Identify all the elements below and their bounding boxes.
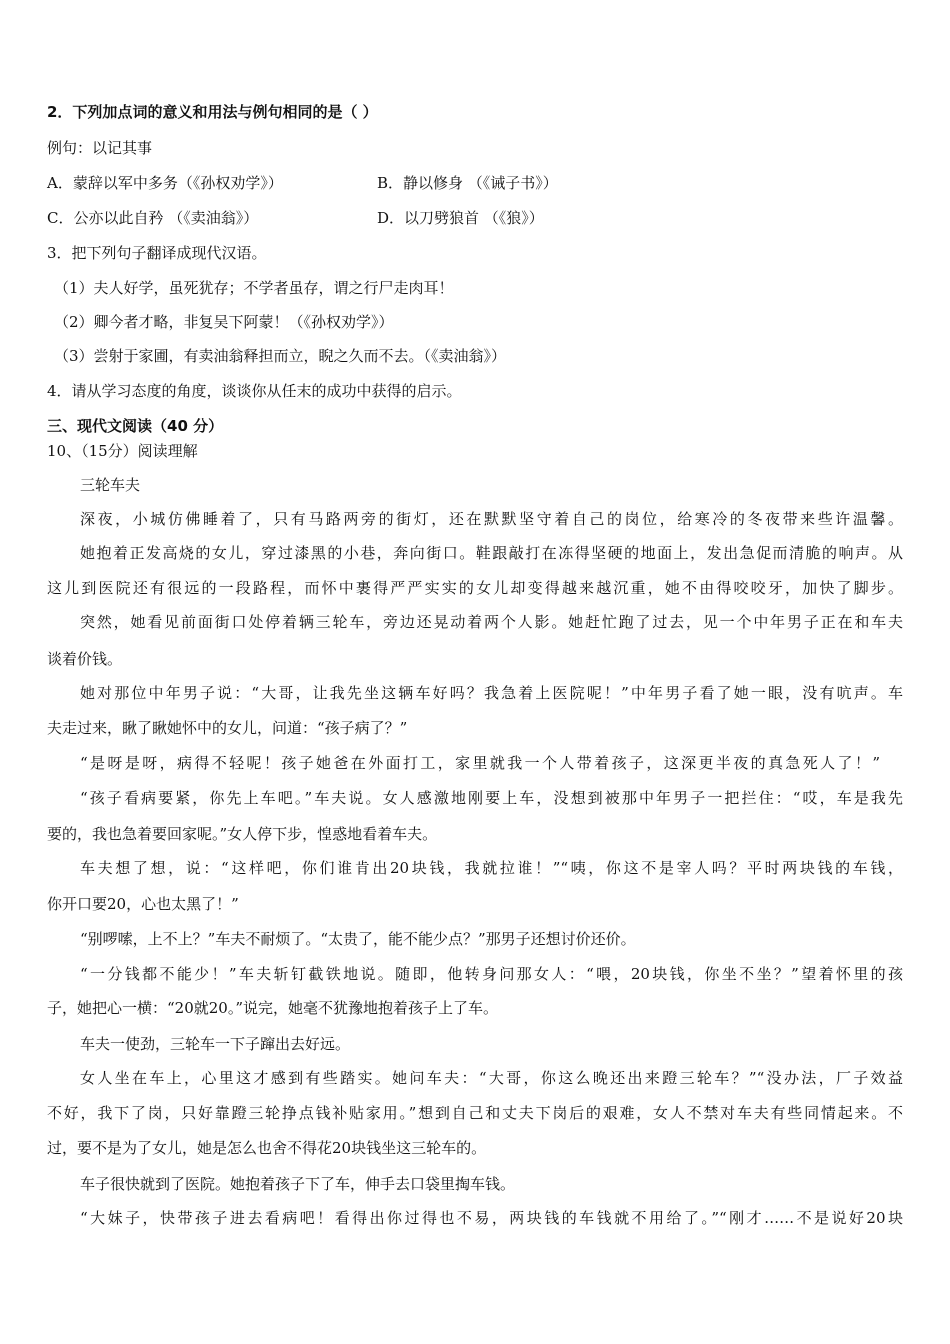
question-4-title: 4．请从学习态度的角度，谈谈你从任末的成功中获得的启示。 bbox=[47, 382, 462, 400]
story-line: 突然，她看见前面街口处停着辆三轮车，旁边还晃动着两个人影。她赶忙跑了过去，见一个中年男子正在和车夫 bbox=[80, 613, 903, 631]
story-line: “大妹子，快带孩子进去看病吧！看得出你过得也不易，两块钱的车钱就不用给了。”“刚才……不是说好20块 bbox=[80, 1209, 903, 1227]
question-3-item-2: （2）卿今者才略，非复吴下阿蒙！（《孙权劝学》） bbox=[54, 313, 394, 331]
story-line: 过，要不是为了女儿，她是怎么也舍不得花20块钱坐这三轮车的。 bbox=[47, 1139, 487, 1157]
story-title: 三轮车夫 bbox=[80, 476, 141, 494]
story-line: “孩子看病要紧，你先上车吧。”车夫说。女人感激地刚要上车，没想到被那中年男子一把拦住：“哎，车是我先 bbox=[80, 789, 903, 807]
section-3-heading: 三、现代文阅读（40 分） bbox=[47, 417, 224, 435]
question-2-example: 例句：以记其事 bbox=[47, 139, 153, 157]
story-line: 你开口要20，心也太黑了！” bbox=[47, 895, 239, 913]
story-line: 夫走过来，瞅了瞅她怀中的女儿，问道：“孩子病了？” bbox=[47, 719, 408, 737]
story-line: 不好，我下了岗，只好靠蹬三轮挣点钱补贴家用。”想到自己和丈夫下岗后的艰难，女人不禁对车夫有些同情起来。不 bbox=[47, 1104, 903, 1122]
option-a: A．蒙辞以军中多务（《孙权劝学》） bbox=[47, 174, 283, 192]
question-3-item-3: （3）尝射于家圃，有卖油翁释担而立，睨之久而不去。（《卖油翁》） bbox=[54, 347, 507, 365]
story-line: “一分钱都不能少！”车夫斩钉截铁地说。随即，他转身问那女人：“喂，20块钱，你坐不坐？”望着怀里的孩 bbox=[80, 965, 903, 983]
question-10-title: 10、（15分）阅读理解 bbox=[47, 442, 198, 460]
story-line: “别啰嗦，上不上？”车夫不耐烦了。“太贵了，能不能少点？”那男子还想讨价还价。 bbox=[80, 930, 636, 948]
story-line: 这儿到医院还有很远的一段路程，而怀中裹得严严实实的女儿却变得越来越沉重，她不由得咬咬牙，加快了脚步。 bbox=[47, 579, 903, 597]
option-d: D．以刀劈狼首 （《狼》） bbox=[377, 209, 544, 227]
option-b: B．静以修身 （《诫子书》） bbox=[377, 174, 558, 192]
question-2-options-row-1 bbox=[47, 173, 903, 193]
story-line: 要的，我也急着要回家呢。”女人停下步，惶惑地看着车夫。 bbox=[47, 825, 438, 843]
story-line: 车夫想了想，说：“这样吧，你们谁肯出20块钱，我就拉谁！”“咦，你这不是宰人吗？平时两块钱的车钱， bbox=[80, 859, 903, 877]
question-3-item-1: （1）夫人好学，虽死犹存；不学者虽存，谓之行尸走肉耳！ bbox=[54, 279, 454, 297]
story-line: 女人坐在车上，心里这才感到有些踏实。她问车夫：“大哥，你这么晚还出来蹬三轮车？”“没办法，厂子效益 bbox=[80, 1069, 903, 1087]
story-line: 子，她把心一横：“20就20。”说完，她毫不犹豫地抱着孩子上了车。 bbox=[47, 999, 499, 1017]
story-line: 车夫一使劲，三轮车一下子蹿出去好远。 bbox=[80, 1035, 351, 1053]
story-line: 车子很快就到了医院。她抱着孩子下了车，伸手去口袋里掏车钱。 bbox=[80, 1175, 516, 1193]
story-line: 她对那位中年男子说：“大哥，让我先坐这辆车好吗？我急着上医院呢！”中年男子看了她一眼，没有吭声。车 bbox=[80, 684, 903, 702]
question-3-title: 3．把下列句子翻译成现代汉语。 bbox=[47, 244, 267, 262]
story-line: “是呀是呀，病得不轻呢！孩子她爸在外面打工，家里就我一个人带着孩子，这深更半夜的真急死人了！” bbox=[80, 754, 880, 772]
story-line: 谈着价钱。 bbox=[47, 650, 123, 668]
question-2-title: 2．下列加点词的意义和用法与例句相同的是（ ） bbox=[47, 103, 378, 121]
option-c: C．公亦以此自矜 （《卖油翁》） bbox=[47, 209, 259, 227]
story-line: 深夜，小城仿佛睡着了，只有马路两旁的街灯，还在默默坚守着自己的岗位，给寒冷的冬夜带来些许温馨。 bbox=[80, 510, 903, 528]
story-line: 她抱着正发高烧的女儿，穿过漆黑的小巷，奔向街口。鞋跟敲打在冻得坚硬的地面上，发出急促而清脆的响声。从 bbox=[80, 544, 903, 562]
question-2-options-row-2 bbox=[47, 208, 903, 228]
